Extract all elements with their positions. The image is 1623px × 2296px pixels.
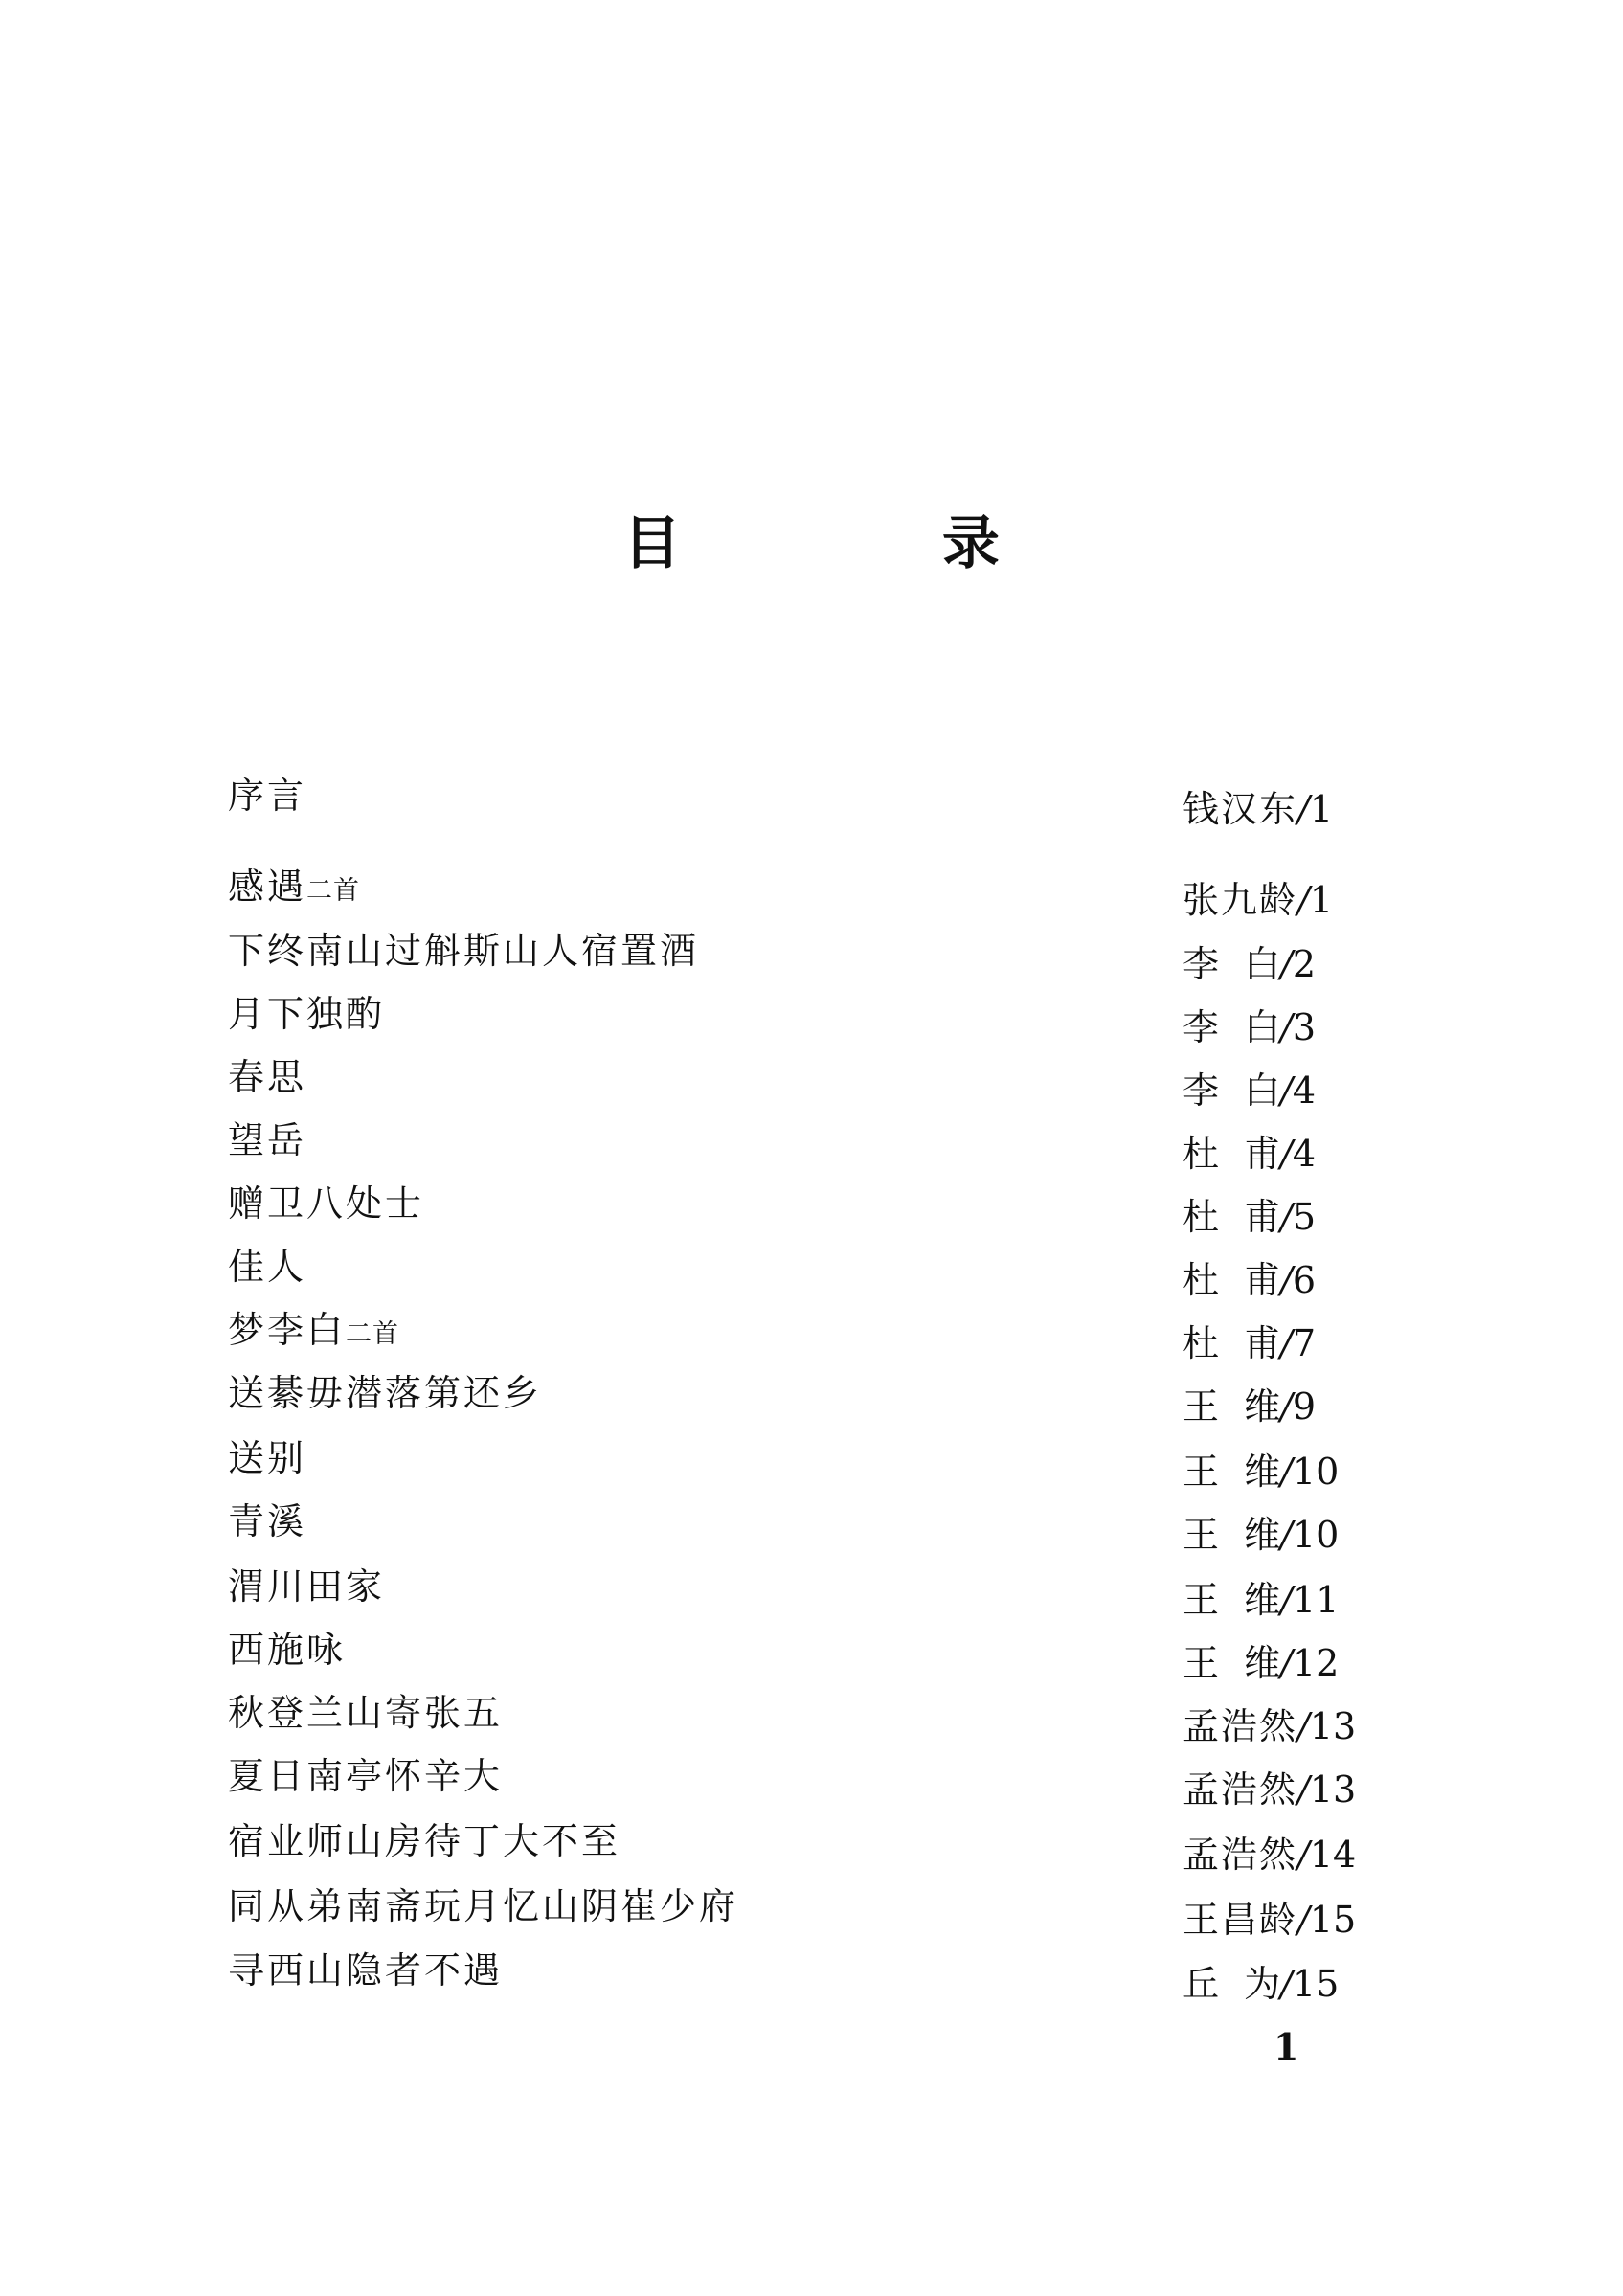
toc-entry-author-page: 王 维/12 <box>1183 1642 1340 1684</box>
toc-entry-author-page: 孟浩然/14 <box>1183 1834 1357 1876</box>
toc-entry-author-page: 王 维/10 <box>1183 1514 1340 1556</box>
toc-entry-author-page: 杜 甫/6 <box>1183 1259 1317 1301</box>
toc-entry-title: 渭川田家 <box>228 1565 386 1608</box>
toc-entry-author-page: 杜 甫/5 <box>1183 1196 1317 1238</box>
toc-entry-page: 9 <box>1292 1385 1317 1428</box>
toc-entry-title: 下终南山过斛斯山人宿置酒 <box>228 930 700 972</box>
toc-entry-title: 送綦毋潜落第还乡 <box>228 1372 543 1414</box>
toc-entry <box>0 1620 1623 1684</box>
toc-entry-page: 1 <box>1309 788 1334 830</box>
toc-entry <box>0 1941 1623 2005</box>
toc-entry-note: 二首 <box>346 1319 400 1349</box>
toc-entry <box>0 1300 1623 1364</box>
toc-entry-author-page: 李 白/3 <box>1183 1006 1317 1048</box>
toc-entry-title: 赠卫八处士 <box>228 1182 425 1225</box>
toc-entry-title: 感遇二首 <box>228 866 361 908</box>
toc-entry-page: 10 <box>1292 1514 1340 1556</box>
toc-entry-page: 3 <box>1292 1006 1317 1048</box>
toc-entry <box>0 921 1623 985</box>
toc-entry-title: 序言 <box>228 775 307 817</box>
toc-entry-page: 15 <box>1292 1963 1340 2005</box>
toc-entry-author-page: 王昌龄/15 <box>1183 1899 1357 1941</box>
toc-entry-title: 秋登兰山寄张五 <box>228 1692 504 1734</box>
toc-entry <box>0 984 1623 1048</box>
toc-entry-title: 宿业师山房待丁大不至 <box>228 1820 621 1862</box>
toc-entry-page: 4 <box>1292 1133 1317 1175</box>
toc-entry-title: 春思 <box>228 1056 307 1098</box>
toc-entry-author-page: 丘 为/15 <box>1183 1963 1340 2005</box>
toc-entry-page: 13 <box>1309 1768 1357 1811</box>
toc-entry <box>0 1237 1623 1301</box>
toc-entry-title: 送别 <box>228 1437 307 1479</box>
toc-entry <box>0 766 1623 830</box>
toc-entry-page: 13 <box>1309 1705 1357 1747</box>
toc-entry-author-page: 张九龄/1 <box>1183 879 1334 921</box>
toc-entry <box>0 1174 1623 1238</box>
toc-entry-author-page: 王 维/10 <box>1183 1451 1340 1493</box>
toc-entry <box>0 1683 1623 1747</box>
toc-entry <box>0 1429 1623 1493</box>
toc-entry-author-page: 王 维/11 <box>1183 1579 1340 1621</box>
toc-entry-page: 6 <box>1292 1259 1317 1301</box>
toc-entry-page: 14 <box>1309 1834 1357 1876</box>
toc-entry-author-page: 李 白/4 <box>1183 1069 1317 1112</box>
toc-entry-page: 12 <box>1292 1642 1340 1684</box>
toc-entry-title: 青溪 <box>228 1500 307 1542</box>
toc-entry <box>0 1111 1623 1175</box>
toc-entry-title: 月下独酌 <box>228 993 386 1035</box>
page-title: 目 录 <box>623 510 1120 577</box>
toc-entry-page: 11 <box>1292 1579 1340 1621</box>
toc-entry-author-page: 钱汉东/1 <box>1183 788 1334 830</box>
toc-entry-page: 10 <box>1292 1451 1340 1493</box>
toc-entry-author-page: 李 白/2 <box>1183 943 1317 985</box>
toc-entry-title: 夏日南亭怀辛大 <box>228 1755 504 1797</box>
toc-entry <box>0 1492 1623 1556</box>
toc-entry-title: 寻西山隐者不遇 <box>228 1949 504 1992</box>
toc-entry-title: 望岳 <box>228 1119 307 1161</box>
toc-entry <box>0 1812 1623 1876</box>
toc-entry-author-page: 杜 甫/4 <box>1183 1133 1317 1175</box>
toc-entry-author-page: 杜 甫/7 <box>1183 1322 1317 1364</box>
toc-entry-title: 佳人 <box>228 1246 307 1288</box>
toc-entry-note: 二首 <box>306 876 361 906</box>
toc-entry-title: 同从弟南斋玩月忆山阴崔少府 <box>228 1885 739 1927</box>
toc-entry-author-page: 王 维/9 <box>1183 1385 1317 1428</box>
toc-entry <box>0 1363 1623 1428</box>
toc-entry-title: 西施咏 <box>228 1629 347 1671</box>
toc-entry-author-page: 孟浩然/13 <box>1183 1768 1357 1811</box>
toc-entry <box>0 1877 1623 1941</box>
toc-entry <box>0 1047 1623 1112</box>
toc-entry-author-page: 孟浩然/13 <box>1183 1705 1357 1747</box>
toc-entry <box>0 1746 1623 1811</box>
toc-entry-page: 5 <box>1292 1196 1317 1238</box>
toc-entry-page: 15 <box>1309 1899 1357 1941</box>
toc-entry <box>0 857 1623 921</box>
toc-entry-page: 1 <box>1309 879 1334 921</box>
page-number: 1 <box>1274 2025 1299 2068</box>
toc-entry-page: 2 <box>1292 943 1317 985</box>
toc-entry-title: 梦李白二首 <box>228 1309 400 1351</box>
toc-entry-page: 7 <box>1292 1322 1317 1364</box>
toc-entry-page: 4 <box>1292 1069 1317 1112</box>
toc-entry <box>0 1557 1623 1621</box>
